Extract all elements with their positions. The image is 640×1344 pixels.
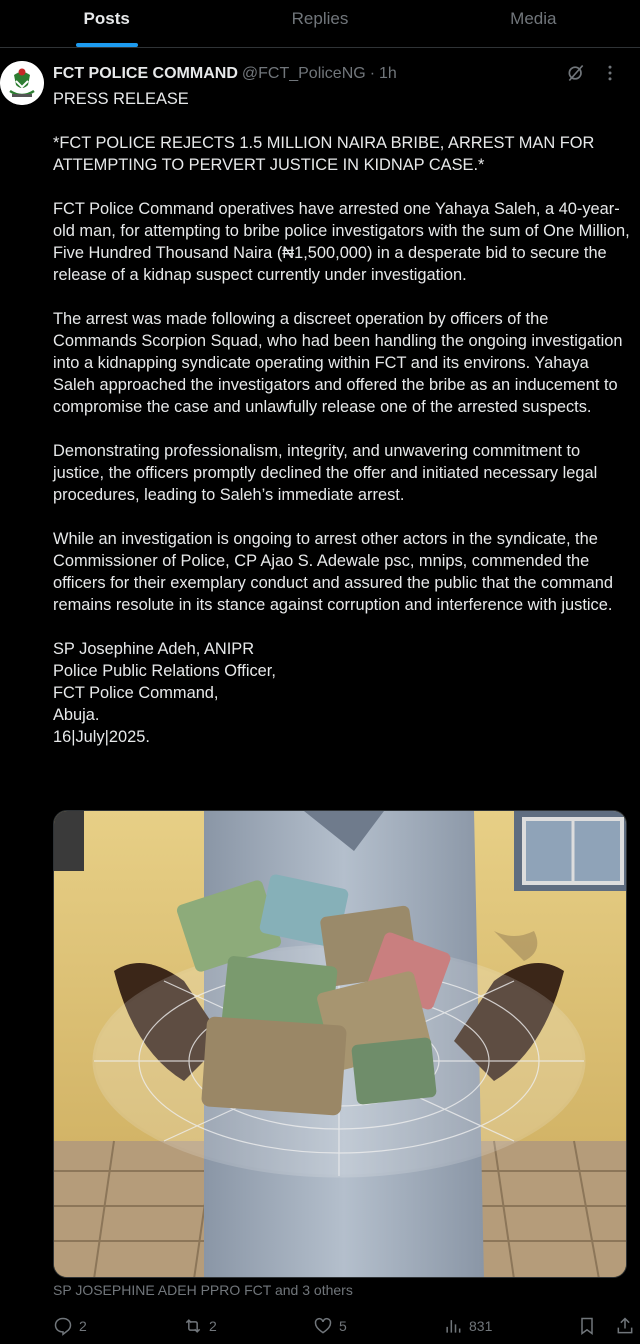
post-header	[53, 63, 620, 85]
post-image[interactable]	[53, 810, 627, 1278]
views-button[interactable]	[443, 1316, 492, 1336]
post-paragraph: The arrest was made following a discreet operation by officers of the Commands Scorpion Squad, who had been handling the ongoing investigation into a kidnapping syndicate operating within FCT and its environs. Yahaya Saleh approached the investigators and offered the bribe as an inducement to compromise the case and unlawfully release one of the arrested suspects.	[53, 310, 623, 416]
like-count: 5	[339, 1318, 347, 1334]
author-handle[interactable]: @FCT_PoliceNG	[241, 65, 366, 82]
signature-line: SP Josephine Adeh, ANIPR	[53, 640, 255, 658]
tab-posts-label: Posts	[83, 9, 130, 28]
tab-replies[interactable]	[213, 0, 426, 47]
post-paragraph: FCT Police Command operatives have arrested one Yahaya Saleh, a 40-year-old man, for attempting to bribe police investigators with the sum of One Million, Five Hundred Thousand Naira (₦1,500,000) in a desperate bid to secure the release of a kidnap suspect currently under investigation.	[53, 200, 630, 284]
author-name[interactable]: FCT POLICE COMMAND	[53, 65, 238, 82]
avatar[interactable]	[0, 61, 44, 105]
money-bundles-photo	[54, 811, 627, 1278]
repost-button[interactable]	[183, 1316, 217, 1336]
post-paragraph: Demonstrating professionalism, integrity, and unwavering commitment to justice, the officers promptly declined the offer and initiated necessary legal procedures, leading to Saleh’s immediate arrest.	[53, 442, 598, 504]
signature-block	[53, 638, 631, 748]
reply-button[interactable]	[53, 1316, 87, 1336]
signature-line: Abuja.	[53, 706, 100, 724]
views-count: 831	[469, 1318, 493, 1334]
tab-replies-label: Replies	[291, 9, 349, 28]
post-paragraph: *FCT POLICE REJECTS 1.5 MILLION NAIRA BRIBE, ARREST MAN FOR ATTEMPTING TO PERVERT JUSTICE IN KIDNAP CASE.*	[53, 134, 595, 174]
like-button[interactable]	[313, 1316, 347, 1336]
police-crest-icon	[0, 61, 44, 105]
signature-line: FCT Police Command,	[53, 684, 219, 702]
post-actions	[53, 1312, 613, 1340]
tagged-users[interactable]: SP JOSEPHINE ADEH PPRO FCT and 3 others	[53, 1282, 353, 1298]
tab-media-label: Media	[510, 9, 557, 28]
repost-icon	[183, 1316, 203, 1336]
more-options-icon[interactable]	[600, 63, 620, 83]
separator: ·	[369, 65, 376, 82]
active-tab-indicator	[76, 43, 138, 47]
reply-count: 2	[79, 1318, 87, 1334]
tab-media[interactable]	[427, 0, 640, 47]
grok-icon[interactable]	[566, 63, 586, 83]
post-text	[53, 88, 631, 748]
signature-line: 16|July|2025.	[53, 728, 150, 746]
post-time[interactable]: 1h	[379, 65, 397, 82]
signature-line: Police Public Relations Officer,	[53, 662, 276, 680]
heart-icon	[313, 1316, 333, 1336]
tab-posts[interactable]	[0, 0, 213, 47]
header-icons	[566, 63, 620, 83]
post-paragraph: While an investigation is ongoing to arrest other actors in the syndicate, the Commissioner of Police, CP Ajao S. Adewale psc, mnips, commended the officers for their exemplary conduct and assured the public that the command remains resolute in its stance against corruption and interference with justice.	[53, 530, 614, 614]
reply-icon	[53, 1316, 73, 1336]
share-icon	[615, 1316, 635, 1336]
share-button[interactable]	[615, 1316, 635, 1336]
bookmark-icon	[577, 1316, 597, 1336]
bookmark-button[interactable]	[577, 1316, 597, 1336]
repost-count: 2	[209, 1318, 217, 1334]
post-paragraph: PRESS RELEASE	[53, 90, 189, 108]
profile-tabs	[0, 0, 640, 48]
views-icon	[443, 1316, 463, 1336]
